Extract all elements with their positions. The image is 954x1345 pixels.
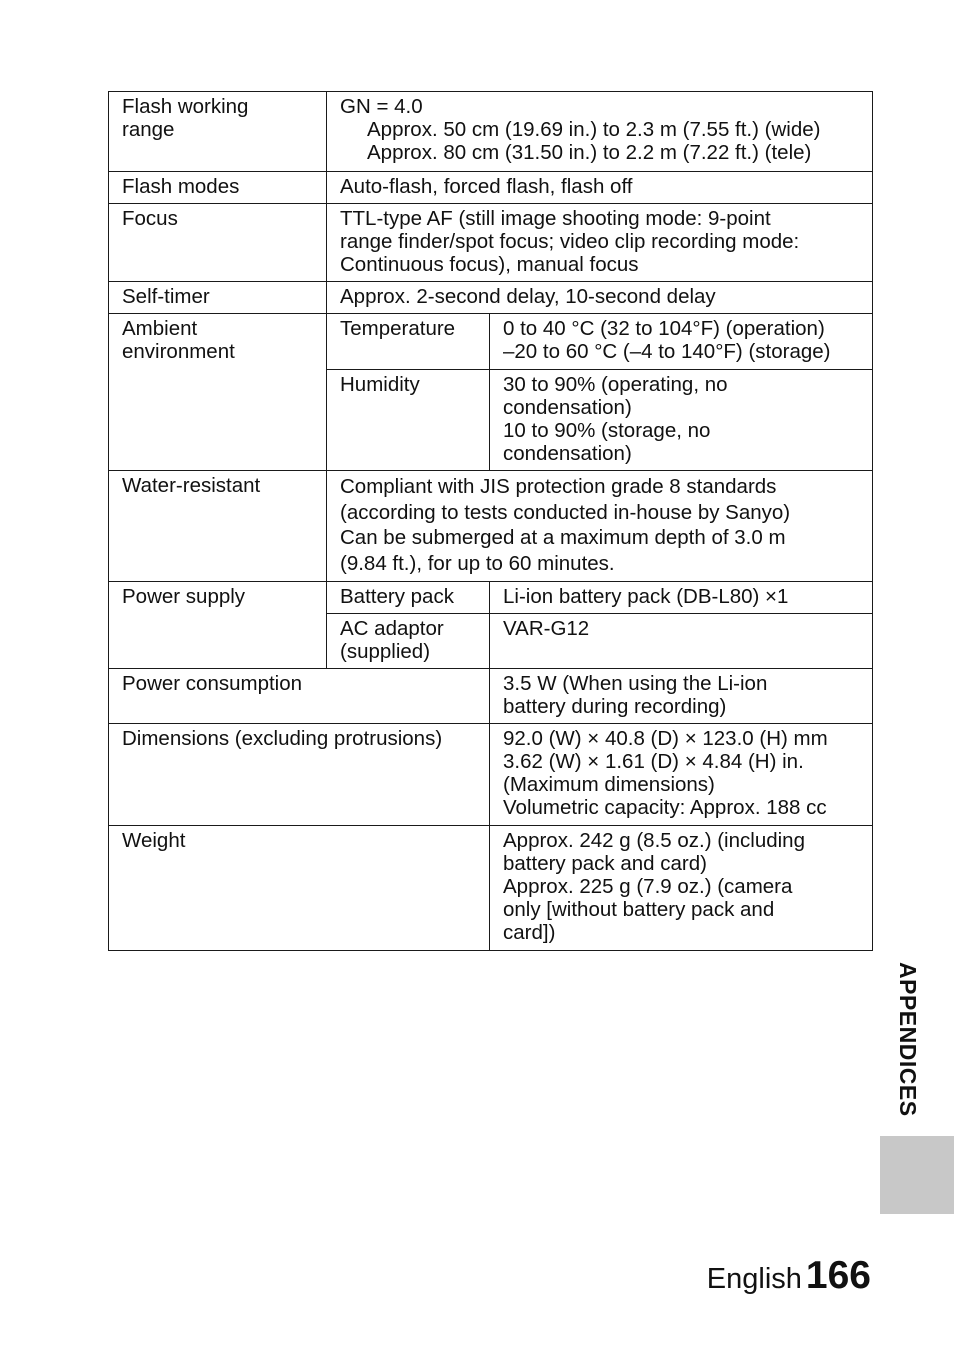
- page-footer: [707, 1254, 871, 1298]
- value-line: –20 to 60 °C (–4 to 140°F) (storage): [503, 340, 831, 363]
- page-number: 166: [805, 1254, 871, 1297]
- value-line: Approx. 50 cm (19.69 in.) to 2.3 m (7.55 ft.) (wide): [367, 118, 821, 141]
- table-row: [109, 724, 873, 826]
- sub-label: Temperature: [327, 314, 490, 370]
- value-line: 3.5 W (When using the Li-ion: [503, 672, 768, 695]
- table-row: [109, 826, 873, 951]
- row-label: Weight: [109, 826, 490, 951]
- table-row: [109, 314, 873, 370]
- row-label: Focus: [109, 204, 327, 282]
- row-value: [490, 669, 873, 724]
- row-value: VAR-G12: [490, 614, 873, 669]
- table-row: [109, 92, 873, 172]
- table-row: [109, 582, 873, 614]
- table-row: [109, 282, 873, 314]
- value-line: (9.84 ft.), for up to 60 minutes.: [340, 551, 615, 575]
- spec-table: [108, 91, 873, 951]
- section-tab-marker: [880, 1136, 954, 1214]
- sub-label: [327, 614, 490, 669]
- sub-label: Humidity: [327, 370, 490, 471]
- section-tab-label: APPENDICES: [895, 962, 921, 1117]
- row-label: Self-timer: [109, 282, 327, 314]
- row-label: Power consumption: [109, 669, 490, 724]
- value-line: condensation): [503, 396, 632, 419]
- value-line: Continuous focus), manual focus: [340, 253, 639, 276]
- value-line: Approx. 225 g (7.9 oz.) (camera: [503, 875, 793, 898]
- value-line: (Maximum dimensions): [503, 773, 715, 796]
- label-line: range: [122, 118, 175, 141]
- label-line: (supplied): [340, 640, 431, 663]
- value-line: Volumetric capacity: Approx. 188 cc: [503, 796, 827, 819]
- row-label: [109, 92, 327, 172]
- row-value: Li-ion battery pack (DB-L80) ×1: [490, 582, 873, 614]
- row-value: [327, 204, 873, 282]
- row-value: [327, 92, 873, 172]
- label-line: Ambient: [122, 317, 198, 340]
- row-label: Dimensions (excluding protrusions): [109, 724, 490, 826]
- row-label: Flash modes: [109, 172, 327, 204]
- label-line: Flash working: [122, 95, 249, 118]
- value-line: 92.0 (W) × 40.8 (D) × 123.0 (H) mm: [503, 727, 828, 750]
- value-line: Approx. 242 g (8.5 oz.) (including: [503, 829, 805, 852]
- table-row: [109, 172, 873, 204]
- value-line: 10 to 90% (storage, no: [503, 419, 711, 442]
- value-line: 0 to 40 °C (32 to 104°F) (operation): [503, 317, 825, 340]
- sub-label: Battery pack: [327, 582, 490, 614]
- language-label: English: [706, 1263, 802, 1295]
- table-row: [109, 204, 873, 282]
- label-line: AC adaptor: [340, 617, 444, 640]
- value-line: condensation): [503, 442, 632, 465]
- label-line: environment: [122, 340, 235, 363]
- value-line: 30 to 90% (operating, no: [503, 373, 728, 396]
- value-line: Compliant with JIS protection grade 8 standards: [340, 475, 777, 498]
- row-label: Water-resistant: [109, 471, 327, 582]
- value-line: Can be submerged at a maximum depth of 3.0 m: [340, 526, 786, 549]
- row-label: [109, 314, 327, 471]
- row-value: [490, 826, 873, 951]
- value-line: range finder/spot focus; video clip recording mode:: [340, 230, 800, 253]
- value-line: battery pack and card): [503, 852, 707, 875]
- value-line: TTL-type AF (still image shooting mode: 9-point: [340, 207, 771, 230]
- row-value: Auto-flash, forced flash, flash off: [327, 172, 873, 204]
- value-line: card]): [503, 921, 556, 944]
- row-label: Power supply: [109, 582, 327, 669]
- value-line: GN = 4.0: [340, 95, 423, 118]
- row-value: Approx. 2-second delay, 10-second delay: [327, 282, 873, 314]
- value-line: battery during recording): [503, 695, 727, 718]
- value-line: Approx. 80 cm (31.50 in.) to 2.2 m (7.22 ft.) (tele): [367, 141, 812, 164]
- value-line: only [without battery pack and: [503, 898, 775, 921]
- table-row: [109, 669, 873, 724]
- row-value: [490, 370, 873, 471]
- value-line: 3.62 (W) × 1.61 (D) × 4.84 (H) in.: [503, 750, 804, 773]
- row-value: [490, 314, 873, 370]
- row-value: [327, 471, 873, 582]
- row-value: [490, 724, 873, 826]
- value-line: (according to tests conducted in-house by Sanyo): [340, 500, 791, 524]
- table-row: [109, 471, 873, 582]
